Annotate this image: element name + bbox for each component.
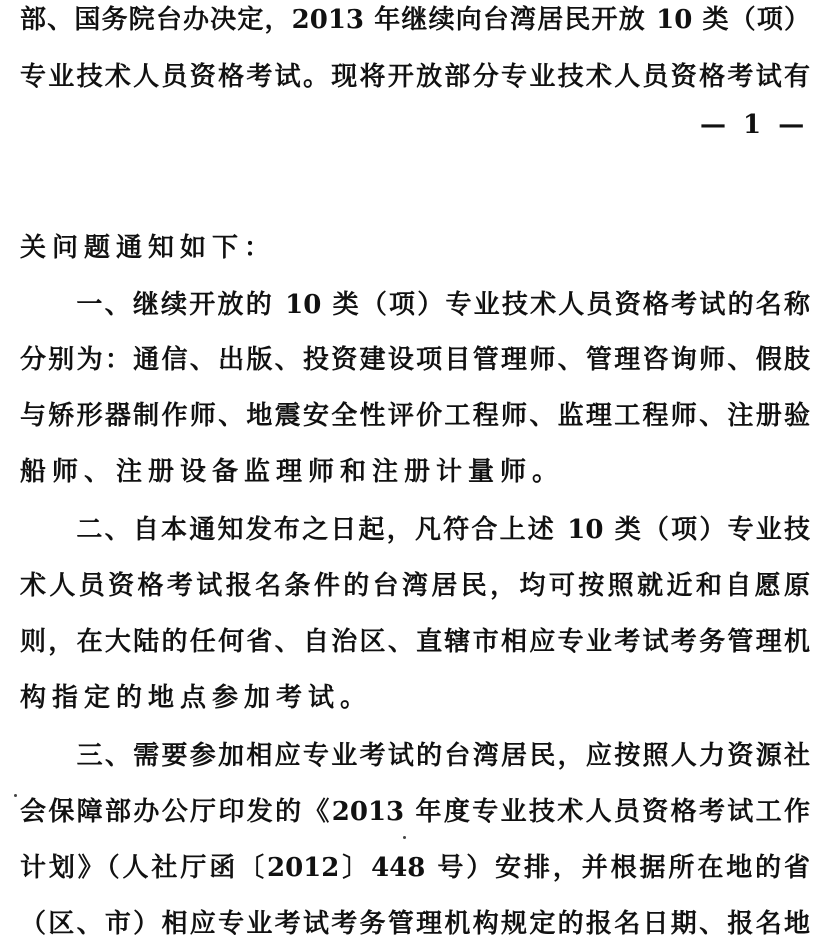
text-line: 构指定的地点参加考试。 [20,683,373,713]
text-line: 术人员资格考试报名条件的台湾居民，均可按照就近和自愿原 [20,571,810,601]
text-line: 则，在大陆的任何省、自治区、直辖市相应专业考试考务管理机 [20,627,810,657]
scan-speck [14,794,17,797]
paragraph-one-heading: 一、继续开放的 10 类（项）专业技术人员资格考试的名称 [20,290,810,320]
paragraph-two-heading: 二、自本通知发布之日起，凡符合上述 10 类（项）专业技 [20,515,810,545]
text-line: 计划》（人社厅函〔2012〕448 号）安排，并根据所在地的省 [20,853,810,883]
page-number: — 1 — [700,110,809,140]
text-line: 分别为：通信、出版、投资建设项目管理师、管理咨询师、假肢 [20,345,810,375]
text-line: 专业技术人员资格考试。现将开放部分专业技术人员资格考试有 [20,62,810,92]
scan-speck [403,836,406,839]
text-line: 会保障部办公厅印发的《2013 年度专业技术人员资格考试工作 [20,797,810,827]
text-line: 与矫形器制作师、地震安全性评价工程师、监理工程师、注册验 [20,401,810,431]
text-line: （区、市）相应专业考试考务管理机构规定的报名日期、报名地 [20,909,810,939]
text-line: 船师、注册设备监理师和注册计量师。 [20,457,565,487]
text-line: 关问题通知如下： [20,233,277,263]
text-line: 部、国务院台办决定，2013 年继续向台湾居民开放 10 类（项） [20,5,810,35]
paragraph-three-heading: 三、需要参加相应专业考试的台湾居民，应按照人力资源社 [20,741,810,771]
